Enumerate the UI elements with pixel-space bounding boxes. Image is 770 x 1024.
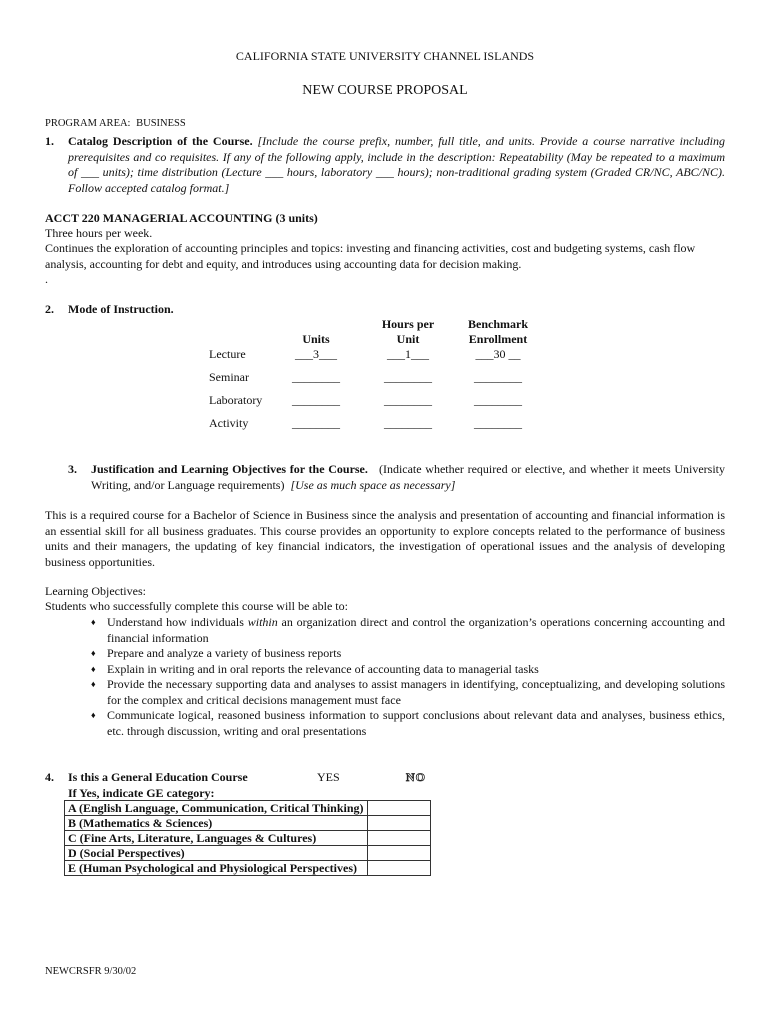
list-item: ♦ Prepare and analyze a variety of business reports — [91, 646, 342, 660]
ge-yes-option[interactable]: YES — [317, 770, 340, 784]
section3-instructions: (Indicate whether required or elective, and whether it meets University Writing, and/or Language requirements) — [91, 462, 725, 492]
objectives-list — [91, 615, 725, 739]
diamond-bullet-icon: ♦ — [91, 679, 96, 689]
mode-row-enrollment: ________ — [474, 393, 522, 407]
ge-category-checkbox[interactable] — [367, 801, 430, 816]
ge-category-checkbox[interactable] — [367, 846, 430, 861]
section3-heading: Justification and Learning Objectives for the Course. — [91, 462, 368, 476]
mode-row-hours: ________ — [384, 370, 432, 384]
col-hours-header-2: Unit — [396, 332, 420, 346]
list-item: ♦ Understand how individuals within an organization direct and control the organization’s operations concerning accounting and financial information — [91, 615, 725, 645]
ge-category-label: E (Human Psychological and Physiological Perspectives) — [65, 861, 368, 876]
mode-row-label: Laboratory — [209, 393, 263, 407]
section3-number: 3. — [68, 462, 77, 476]
ge-category-label: B (Mathematics & Sciences) — [65, 816, 368, 831]
section2-number: 2. — [45, 302, 54, 316]
ge-category-table — [64, 800, 431, 876]
ge-category-label: D (Social Perspectives) — [65, 846, 368, 861]
university-name: CALIFORNIA STATE UNIVERSITY CHANNEL ISLANDS — [235, 49, 535, 63]
ge-category-prompt: If Yes, indicate GE category: — [68, 786, 215, 800]
section1-number: 1. — [45, 134, 54, 148]
ge-category-label: A (English Language, Communication, Critical Thinking) — [65, 801, 368, 816]
list-item: ♦ Provide the necessary supporting data and analyses to assist managers in identifying, conceptualizing, and developing solutions for the complex and critical decisions management must face — [91, 677, 725, 707]
table-row — [65, 801, 431, 816]
mode-row-label: Seminar — [209, 370, 249, 384]
diamond-bullet-icon: ♦ — [91, 617, 96, 627]
col-units-header: Units — [302, 332, 330, 346]
section1-heading-block — [68, 134, 725, 196]
program-area-label: PROGRAM AREA: — [45, 118, 131, 129]
section3-heading-block — [91, 462, 725, 493]
objectives-intro: Students who successfully complete this course will be able to: — [45, 599, 348, 613]
course-title: ACCT 220 MANAGERIAL ACCOUNTING (3 units) — [45, 211, 318, 225]
col-benchmark-header-1: Benchmark — [468, 317, 528, 331]
ge-no-option[interactable]: NO — [406, 770, 426, 784]
mode-row-label: Lecture — [209, 347, 246, 361]
section4-number: 4. — [45, 770, 54, 784]
diamond-bullet-icon: ♦ — [91, 710, 96, 720]
program-area — [45, 116, 186, 132]
table-row — [65, 816, 431, 831]
section3-instructions-italic: [Use as much space as necessary] — [290, 477, 456, 492]
mode-row-hours: ________ — [384, 393, 432, 407]
table-row — [65, 861, 431, 876]
diamond-bullet-icon: ♦ — [91, 663, 96, 674]
col-benchmark-header-2: Enrollment — [468, 332, 528, 346]
table-row — [65, 846, 431, 861]
section1-instructions: [Include the course prefix, number, full title, and units. Provide a course narrative including prerequisites and co requisites. If any of the following apply, include in the description: Repeatability (May be repeated to a maximum of ___ units); time distribution (Lecture ___ hours, laboratory ___ hours); non-traditional grading system (Graded CR/NC, ABC/NC). Follow accepted catalog format.] — [68, 134, 725, 195]
mode-row-units: ________ — [292, 416, 340, 430]
list-item: ♦ Explain in writing and in oral reports the relevance of accounting data to managerial tasks — [91, 661, 539, 676]
justification-text: This is a required course for a Bachelor of Science in Business since the analysis and presentation of accounting and financial information is an essential skill for all business graduates. This course provides an opportunity to explore concepts related to the performance of business units and their managers, the updating of key financial indicators, the investigation of operational issues and the analysis of developing business opportunities. — [45, 508, 725, 569]
mode-row-units: ________ — [292, 370, 340, 384]
ge-category-checkbox[interactable] — [367, 861, 430, 876]
mode-row-enrollment: ________ — [474, 370, 522, 384]
col-hours-header-1: Hours per — [381, 317, 435, 331]
table-row — [65, 831, 431, 846]
list-item: ♦ Communicate logical, reasoned business information to support conclusions about relevant data and analyses, business ethics, etc. through discussion, writing and oral presentations — [91, 708, 725, 738]
mode-row-units: ________ — [292, 393, 340, 407]
course-description-trailing: . — [45, 272, 48, 286]
course-hours: Three hours per week. — [45, 226, 153, 240]
mode-row-hours: ___1___ — [387, 347, 429, 361]
section1-heading: Catalog Description of the Course. — [68, 134, 253, 148]
objectives-label: Learning Objectives: — [45, 584, 146, 598]
form-code: NEWCRSFR 9/30/02 — [45, 966, 137, 977]
section2-heading: Mode of Instruction. — [68, 302, 174, 316]
mode-row-enrollment: ___30 __ — [475, 347, 521, 361]
mode-row-units: ___3___ — [295, 347, 337, 361]
form-title: NEW COURSE PROPOSAL — [302, 83, 468, 98]
course-description: Continues the exploration of accounting principles and topics: investing and financing activities, cost and budgeting systems, cash flow analysis, accounting for debt and equity, and introduces using accounting data for decision making. — [45, 241, 696, 271]
mode-row-enrollment: ________ — [474, 416, 522, 430]
mode-row-hours: ________ — [384, 416, 432, 430]
ge-category-checkbox[interactable] — [367, 831, 430, 846]
mode-row-label: Activity — [209, 416, 249, 430]
diamond-bullet-icon: ♦ — [91, 648, 96, 658]
ge-category-label: C (Fine Arts, Literature, Languages & Cultures) — [65, 831, 368, 846]
program-area-value: BUSINESS — [136, 118, 186, 129]
section4-question: Is this a General Education Course — [68, 770, 248, 784]
ge-category-checkbox[interactable] — [367, 816, 430, 831]
